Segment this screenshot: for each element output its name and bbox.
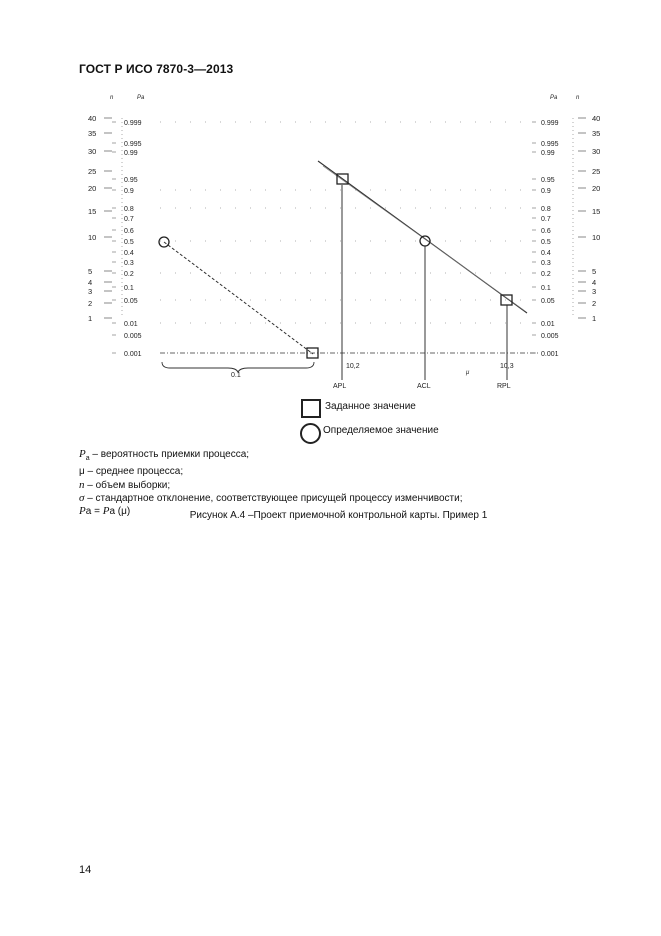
right-n-tick-label: 3 — [592, 287, 597, 296]
right-n-tick-label: 40 — [592, 114, 601, 123]
left-pa-label: 0.9 — [124, 188, 134, 195]
rpl-value: 10,3 — [500, 363, 514, 370]
left-pa-label: 0.6 — [124, 228, 134, 235]
right-pa-label: 0.9 — [541, 188, 551, 195]
left-n-tick-label: 15 — [88, 207, 97, 216]
left-n-scale — [88, 114, 112, 323]
range-brace — [162, 362, 314, 372]
right-n-tick-label: 2 — [592, 299, 597, 308]
determined-value-legend-label: Определяемое значение — [323, 425, 439, 436]
right-pa-scale — [532, 120, 559, 358]
pa-left-header: Pa — [137, 95, 145, 101]
def-mu: μ – среднее процесса; — [79, 466, 184, 478]
left-pa-label: 0.999 — [124, 120, 142, 127]
left-pa-label: 0.3 — [124, 260, 134, 267]
def-formula: Pa = Pa (μ) — [79, 505, 131, 518]
right-n-tick-label: 20 — [592, 184, 601, 193]
page-number: 14 — [79, 864, 92, 876]
left-pa-label: 0.01 — [124, 321, 138, 328]
left-n-tick-label: 2 — [88, 299, 93, 308]
def-sigma: σ – стандартное отклонение, соответствующее присущей процессу изменчивости; — [79, 491, 463, 504]
n-left-header: n — [110, 95, 114, 101]
left-n-tick-label: 4 — [88, 278, 93, 287]
right-pa-label: 0.6 — [541, 228, 551, 235]
left-pa-label: 0.05 — [124, 298, 138, 305]
left-pa-label: 0.2 — [124, 271, 134, 278]
mu-axis-label: μ — [466, 370, 470, 376]
right-n-tick-label: 5 — [592, 267, 597, 276]
rpl-square-marker — [501, 295, 512, 305]
figure-caption: Рисунок А.4 –Проект приемочной контрольной карты. Пример 1 — [189, 510, 488, 521]
determined-value-legend-icon — [300, 423, 321, 444]
left-pa-label: 0.995 — [124, 141, 142, 148]
left-n-tick-label: 20 — [88, 184, 97, 193]
left-n-tick-label: 30 — [88, 147, 97, 156]
right-pa-label: 0.005 — [541, 333, 559, 340]
right-pa-label: 0.01 — [541, 321, 555, 328]
apl-value: 10,2 — [346, 363, 360, 370]
brace-label: 0.1 — [231, 372, 241, 379]
set-value-legend-label: Заданное значение — [325, 401, 416, 412]
right-pa-label: 0.1 — [541, 285, 551, 292]
right-pa-label: 0.3 — [541, 260, 551, 267]
right-pa-label: 0.05 — [541, 298, 555, 305]
right-pa-label: 0.995 — [541, 141, 559, 148]
apl-label: APL — [333, 383, 347, 390]
left-n-tick-label: 1 — [88, 314, 93, 323]
right-pa-label: 0.999 — [541, 120, 559, 127]
set-value-legend-icon — [301, 399, 321, 418]
n-right-header: n — [576, 95, 580, 101]
right-pa-label: 0.7 — [541, 216, 551, 223]
right-n-tick-label: 15 — [592, 207, 601, 216]
rpl-label: RPL — [497, 383, 511, 390]
right-n-tick-label: 30 — [592, 147, 601, 156]
left-pa-label: 0.8 — [124, 206, 134, 213]
right-pa-label: 0.5 — [541, 239, 551, 246]
right-pa-label: 0.99 — [541, 150, 555, 157]
right-n-tick-label: 35 — [592, 129, 601, 138]
right-pa-label: 0.001 — [541, 351, 559, 358]
left-pa-label: 0.95 — [124, 177, 138, 184]
left-pa-scale — [112, 120, 142, 358]
left-pa-label: 0.001 — [124, 351, 142, 358]
def-n: n – объем выборки; — [79, 478, 171, 491]
nomogram-chart — [0, 0, 661, 400]
right-n-tick-label: 10 — [592, 233, 601, 242]
dotted-gridlines — [160, 122, 540, 353]
right-pa-label: 0.95 — [541, 177, 555, 184]
right-n-tick-label: 4 — [592, 278, 597, 287]
right-pa-label: 0.8 — [541, 206, 551, 213]
pa-right-header: Pa — [550, 95, 558, 101]
right-n-scale — [578, 114, 600, 323]
left-pa-label: 0.4 — [124, 250, 134, 257]
document-header: ГОСТ Р ИСО 7870-3—2013 — [79, 62, 234, 76]
left-n-tick-label: 35 — [88, 129, 97, 138]
process-line-shadow — [323, 166, 525, 311]
right-n-tick-label: 25 — [592, 167, 601, 176]
left-n-tick-label: 40 — [88, 114, 97, 123]
left-pa-label: 0.005 — [124, 333, 142, 340]
left-pa-label: 0.5 — [124, 239, 134, 246]
left-n-tick-label: 3 — [88, 287, 93, 296]
right-n-tick-label: 1 — [592, 314, 597, 323]
left-pa-label: 0.7 — [124, 216, 134, 223]
left-n-tick-label: 10 — [88, 233, 97, 242]
dashed-connector — [164, 242, 313, 354]
right-pa-label: 0.4 — [541, 250, 551, 257]
left-n-tick-label: 5 — [88, 267, 93, 276]
right-pa-label: 0.2 — [541, 271, 551, 278]
symbol-definitions — [79, 448, 463, 518]
acl-label: ACL — [417, 383, 431, 390]
left-pa-label: 0.99 — [124, 150, 138, 157]
def-pa: $P_a$ – вероятность приемки процесса; — [79, 448, 250, 462]
left-pa-label: 0.1 — [124, 285, 134, 292]
left-n-tick-label: 25 — [88, 167, 97, 176]
